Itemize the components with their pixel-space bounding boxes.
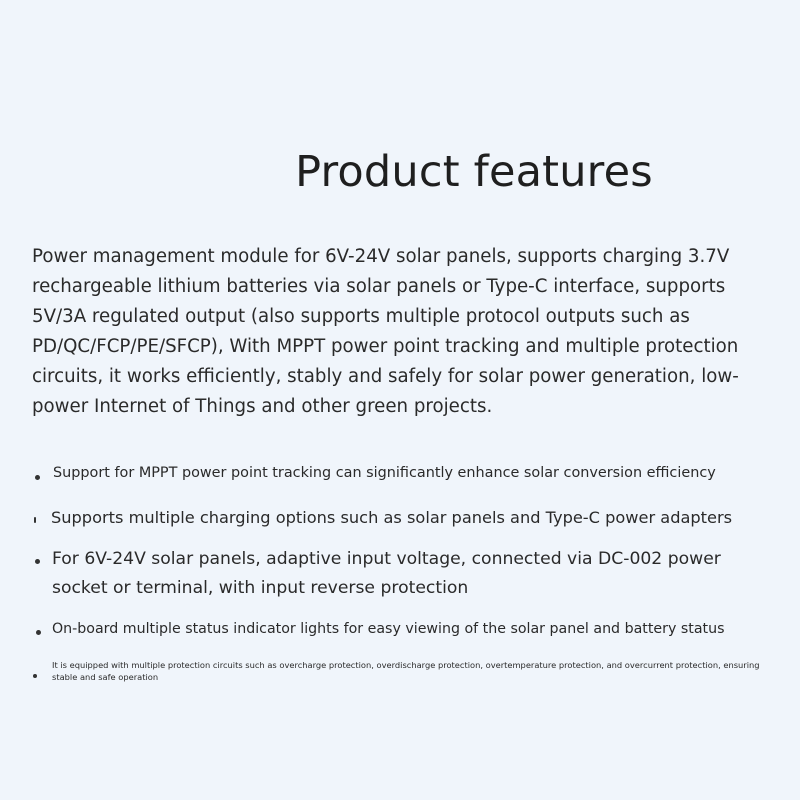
feature-text: Support for MPPT power point tracking can significantly enhance solar conversion efficiency (53, 465, 716, 481)
bullet-icon (33, 674, 37, 678)
bullet-icon (34, 517, 36, 523)
bullet-icon (35, 475, 40, 480)
intro-paragraph: Power management module for 6V-24V solar panels, supports charging 3.7V rechargeable lithium batteries via solar panels or Type-C interface, supports 5V/3A regulated output (also supports multiple protocol outputs such as PD/QC/FCP/PE/SFCP), With MPPT power point tracking and multiple protection circuits, it works efficiently, stably and safely for solar power generation, low-power Internet of Things and other green projects. (32, 246, 739, 418)
feature-text: Supports multiple charging options such as solar panels and Type-C power adapters (51, 508, 733, 527)
page-title: Product features (295, 146, 653, 197)
feature-text: For 6V-24V solar panels, adaptive input voltage, connected via DC-002 power socket or terminal, with input reverse protection (52, 549, 721, 598)
feature-text: It is equipped with multiple protection circuits such as overcharge protection, overdischarge protection, overtemperature protection, and overcurrent protection, ensuring stable and safe operation (52, 660, 760, 682)
bullet-icon (36, 630, 41, 635)
bullet-icon (35, 559, 40, 564)
feature-text: On-board multiple status indicator lights for easy viewing of the solar panel and battery status (52, 621, 725, 637)
